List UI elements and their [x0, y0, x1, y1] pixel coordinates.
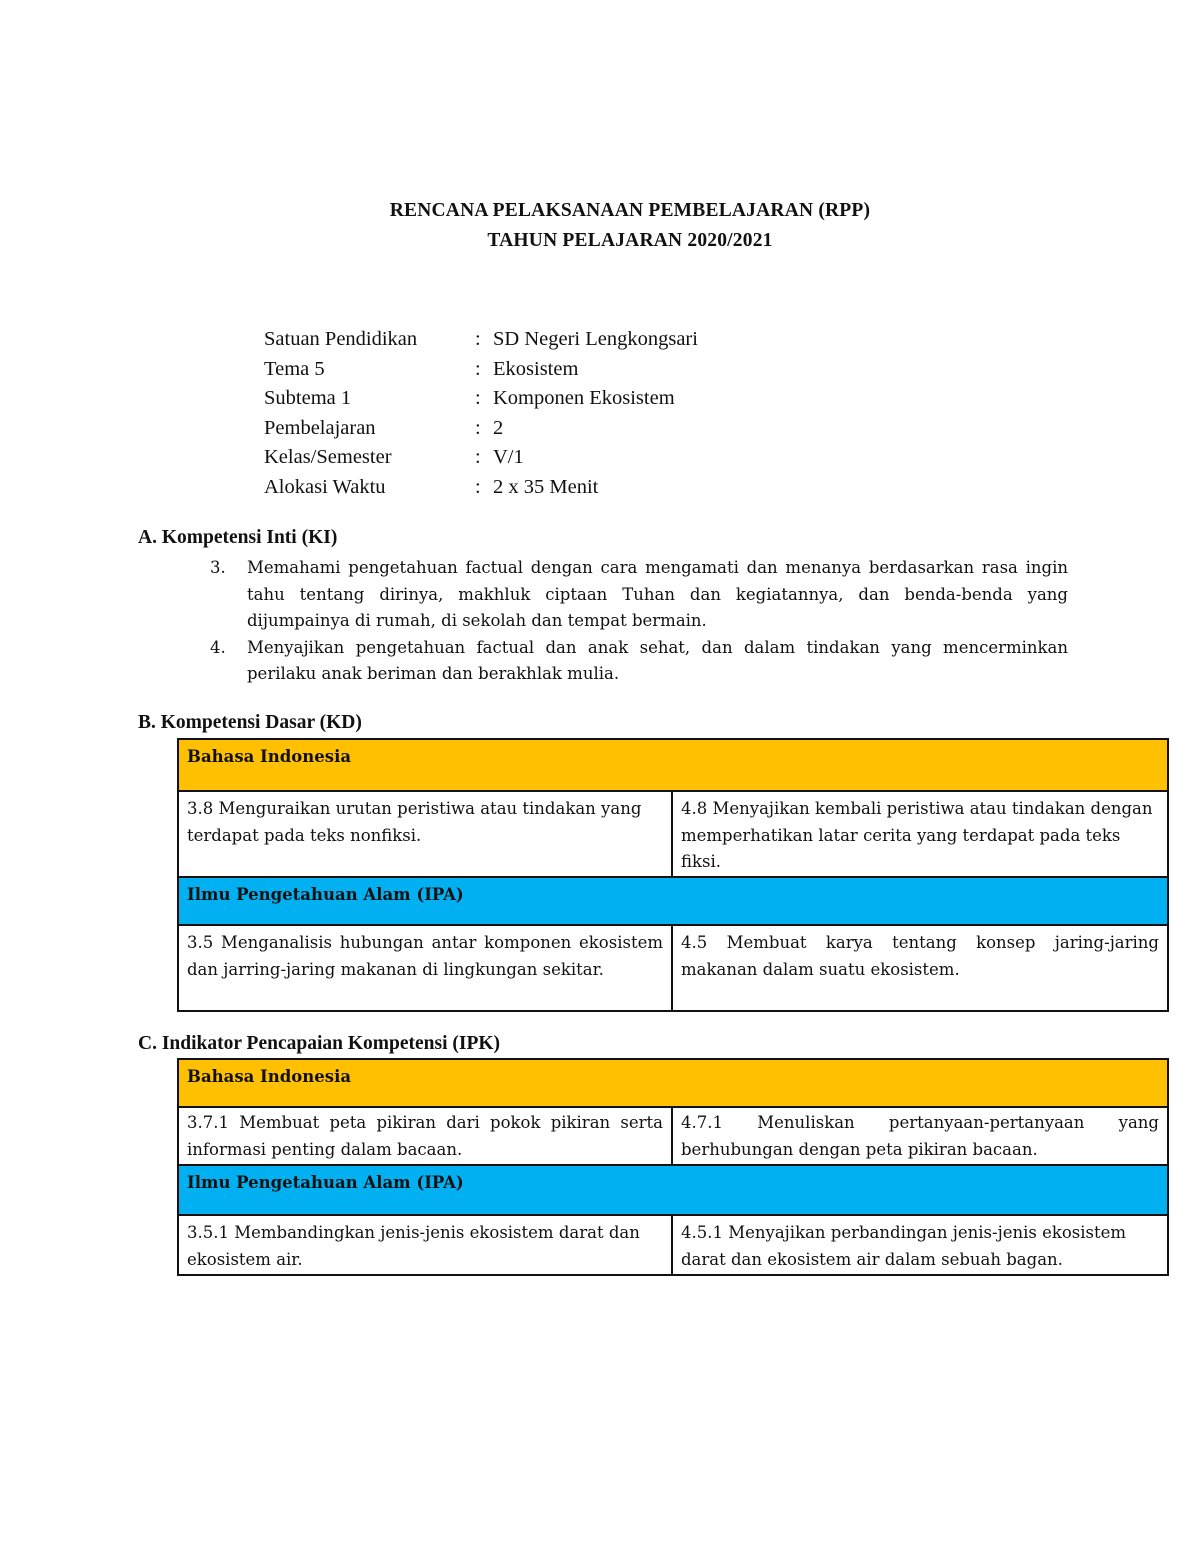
identity-row: [264, 355, 698, 385]
identity-value: Ekosistem: [493, 357, 579, 380]
ki-text: Menyajikan pengetahuan factual dan anak sehat, dan dalam tindakan yang mencerminkan perilaku anak beriman dan berakhlak mulia.: [247, 637, 1068, 683]
ki-item: [210, 635, 1068, 688]
ki-text: Memahami pengetahuan factual dengan cara mengamati dan menanya berdasarkan rasa ingin tahu tentang dirinya, makhluk ciptaan Tuhan dan kegiatannya, dan benda-benda yang dijumpainya di rumah, di sekolah dan tempat bermain.: [247, 558, 1068, 630]
table-row: [178, 791, 1168, 877]
subject-header-bahasa: Bahasa Indonesia: [178, 1059, 1168, 1107]
table-cell: 3.5.1 Membandingkan jenis-jenis ekosistem darat dan ekosistem air.: [178, 1215, 672, 1275]
table-row: [178, 739, 1168, 791]
identity-row: [264, 325, 698, 355]
table-cell: 4.5.1 Menyajikan perbandingan jenis-jenis ekosistem darat dan ekosistem air dalam sebuah bagan.: [672, 1215, 1168, 1275]
identity-row: [264, 384, 698, 414]
identity-value: 2 x 35 Menit: [493, 475, 599, 498]
identity-row: [264, 443, 698, 473]
table-row: [178, 1107, 1168, 1165]
table-cell: 3.7.1 Membuat peta pikiran dari pokok pikiran serta informasi penting dalam bacaan.: [178, 1107, 672, 1165]
identity-label: Pembelajaran: [264, 416, 376, 439]
identity-value: 2: [493, 416, 504, 439]
kd-table: [177, 738, 1169, 1012]
identity-row: [264, 414, 698, 444]
identity-label: Tema 5: [264, 357, 325, 380]
section-heading-ipk: C. Indikator Pencapaian Kompetensi (IPK): [138, 1033, 501, 1054]
table-row: [178, 877, 1168, 925]
identity-colon: :: [475, 475, 481, 498]
table-row: [178, 1165, 1168, 1215]
ki-number: 3.: [210, 558, 226, 577]
ki-list: [210, 555, 1068, 688]
table-cell: 3.5 Menganalisis hubungan antar komponen ekosistem dan jarring-jaring makanan di lingkungan sekitar.: [178, 925, 672, 1011]
identity-row: [264, 473, 698, 503]
table-cell: 4.5 Membuat karya tentang konsep jaring-jaring makanan dalam suatu ekosistem.: [672, 925, 1168, 1011]
identity-colon: :: [475, 446, 481, 469]
section-heading-kd: B. Kompetensi Dasar (KD): [138, 712, 362, 733]
table-row: [178, 925, 1168, 1011]
identity-colon: :: [475, 416, 481, 439]
table-row: [178, 1059, 1168, 1107]
table-cell: 4.7.1 Menuliskan pertanyaan-pertanyaan yang berhubungan dengan peta pikiran bacaan.: [672, 1107, 1168, 1165]
table-cell: 3.8 Menguraikan urutan peristiwa atau tindakan yang terdapat pada teks nonfiksi.: [178, 791, 672, 877]
identity-block: [264, 325, 698, 503]
subject-header-ipa: Ilmu Pengetahuan Alam (IPA): [178, 1165, 1168, 1215]
subject-header-bahasa: Bahasa Indonesia: [178, 739, 1168, 791]
identity-label: Alokasi Waktu: [264, 475, 386, 498]
ipk-table: [177, 1058, 1169, 1276]
identity-colon: :: [475, 387, 481, 410]
document-subtitle: TAHUN PELAJARAN 2020/2021: [487, 230, 773, 251]
identity-colon: :: [475, 328, 481, 350]
ki-item: [210, 555, 1068, 635]
identity-colon: :: [475, 357, 481, 380]
identity-value: SD Negeri Lengkongsari: [493, 328, 698, 350]
ki-number: 4.: [210, 637, 226, 657]
document-title: RENCANA PELAKSANAAN PEMBELAJARAN (RPP): [389, 200, 871, 221]
identity-value: Komponen Ekosistem: [493, 387, 675, 410]
identity-label: Satuan Pendidikan: [264, 328, 418, 350]
identity-label: Kelas/Semester: [264, 446, 392, 469]
identity-label: Subtema 1: [264, 387, 352, 410]
section-heading-ki: A. Kompetensi Inti (KI): [138, 527, 338, 548]
table-row: [178, 1215, 1168, 1275]
table-cell: 4.8 Menyajikan kembali peristiwa atau tindakan dengan memperhatikan latar cerita yang terdapat pada teks fiksi.: [672, 791, 1168, 877]
identity-value: V/1: [493, 446, 524, 469]
subject-header-ipa: Ilmu Pengetahuan Alam (IPA): [178, 877, 1168, 925]
